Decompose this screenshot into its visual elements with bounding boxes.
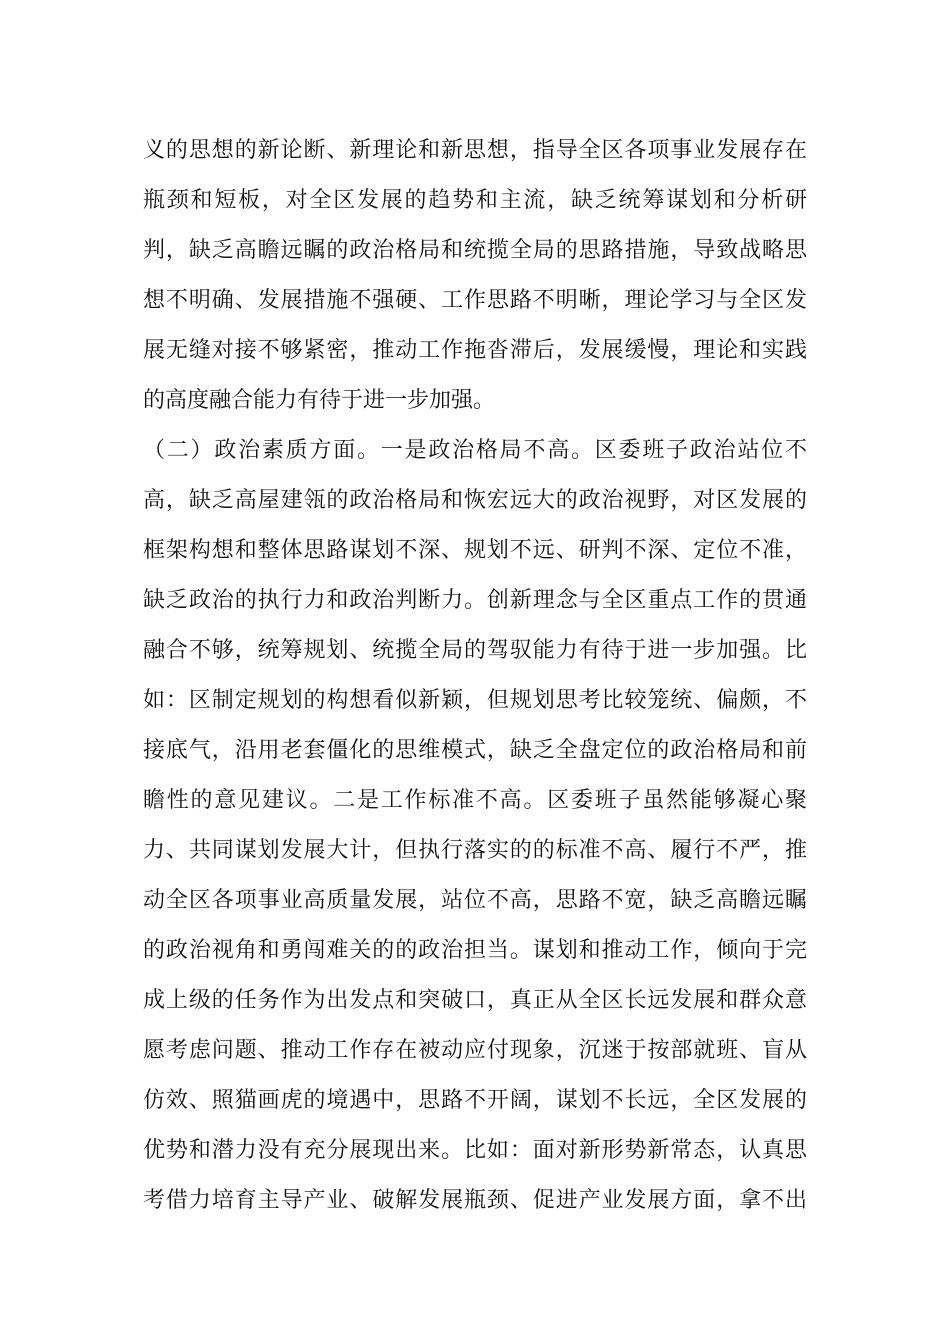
text-line-17: 的政治视角和勇闯难关的的政治担当。谋划和推动工作，倾向于完 <box>143 938 807 963</box>
text-line-14: 瞻性的意见建议。二是工作标准不高。区委班子虽然能够凝心聚 <box>143 788 807 813</box>
text-line-11: 融合不够，统筹规划、统揽全局的驾驭能力有待于进一步加强。比 <box>143 638 807 663</box>
text-line-20: 仿效、照猫画虎的境遇中，思路不开阔，谋划不长远，全区发展的 <box>143 1088 807 1113</box>
text-line-12: 如：区制定规划的构想看似新颖，但规划思考比较笼统、偏颇，不 <box>143 688 807 713</box>
text-line-4: 想不明确、发展措施不强硬、工作思路不明晰，理论学习与全区发 <box>143 288 807 313</box>
text-line-21: 优势和潜力没有充分展现出来。比如：面对新形势新常态，认真思 <box>143 1138 807 1163</box>
text-line-2: 瓶颈和短板，对全区发展的趋势和主流，缺乏统筹谋划和分析研 <box>143 188 807 213</box>
text-line-16: 动全区各项事业高质量发展，站位不高，思路不宽，缺乏高瞻远瞩 <box>143 888 807 913</box>
text-line-22: 考借力培育主导产业、破解发展瓶颈、促进产业发展方面，拿不出 <box>143 1188 807 1213</box>
text-line-9: 框架构想和整体思路谋划不深、规划不远、研判不深、定位不准， <box>143 538 807 563</box>
text-line-13: 接底气，沿用老套僵化的思维模式，缺乏全盘定位的政治格局和前 <box>143 738 807 763</box>
text-line-19: 愿考虑问题、推动工作存在被动应付现象，沉迷于按部就班、盲从 <box>143 1038 807 1063</box>
text-line-10: 缺乏政治的执行力和政治判断力。创新理念与全区重点工作的贯通 <box>143 588 807 613</box>
text-line-18: 成上级的任务作为出发点和突破口，真正从全区长远发展和群众意 <box>143 988 807 1013</box>
text-line-6: 的高度融合能力有待于进一步加强。 <box>143 388 496 413</box>
text-line-3: 判，缺乏高瞻远瞩的政治格局和统揽全局的思路措施，导致战略思 <box>143 238 807 263</box>
text-line-5: 展无缝对接不够紧密，推动工作拖沓滞后，发展缓慢，理论和实践 <box>143 338 807 363</box>
text-line-8: 高，缺乏高屋建瓴的政治格局和恢宏远大的政治视野，对区发展的 <box>143 488 807 513</box>
body-text <box>143 126 807 1226</box>
text-line-15: 力、共同谋划发展大计，但执行落实的的标准不高、履行不严，推 <box>143 838 807 863</box>
text-line-1: 义的思想的新论断、新理论和新思想，指导全区各项事业发展存在 <box>143 138 807 163</box>
text-line-7: （二）政治素质方面。一是政治格局不高。区委班子政治站位不 <box>143 438 807 463</box>
